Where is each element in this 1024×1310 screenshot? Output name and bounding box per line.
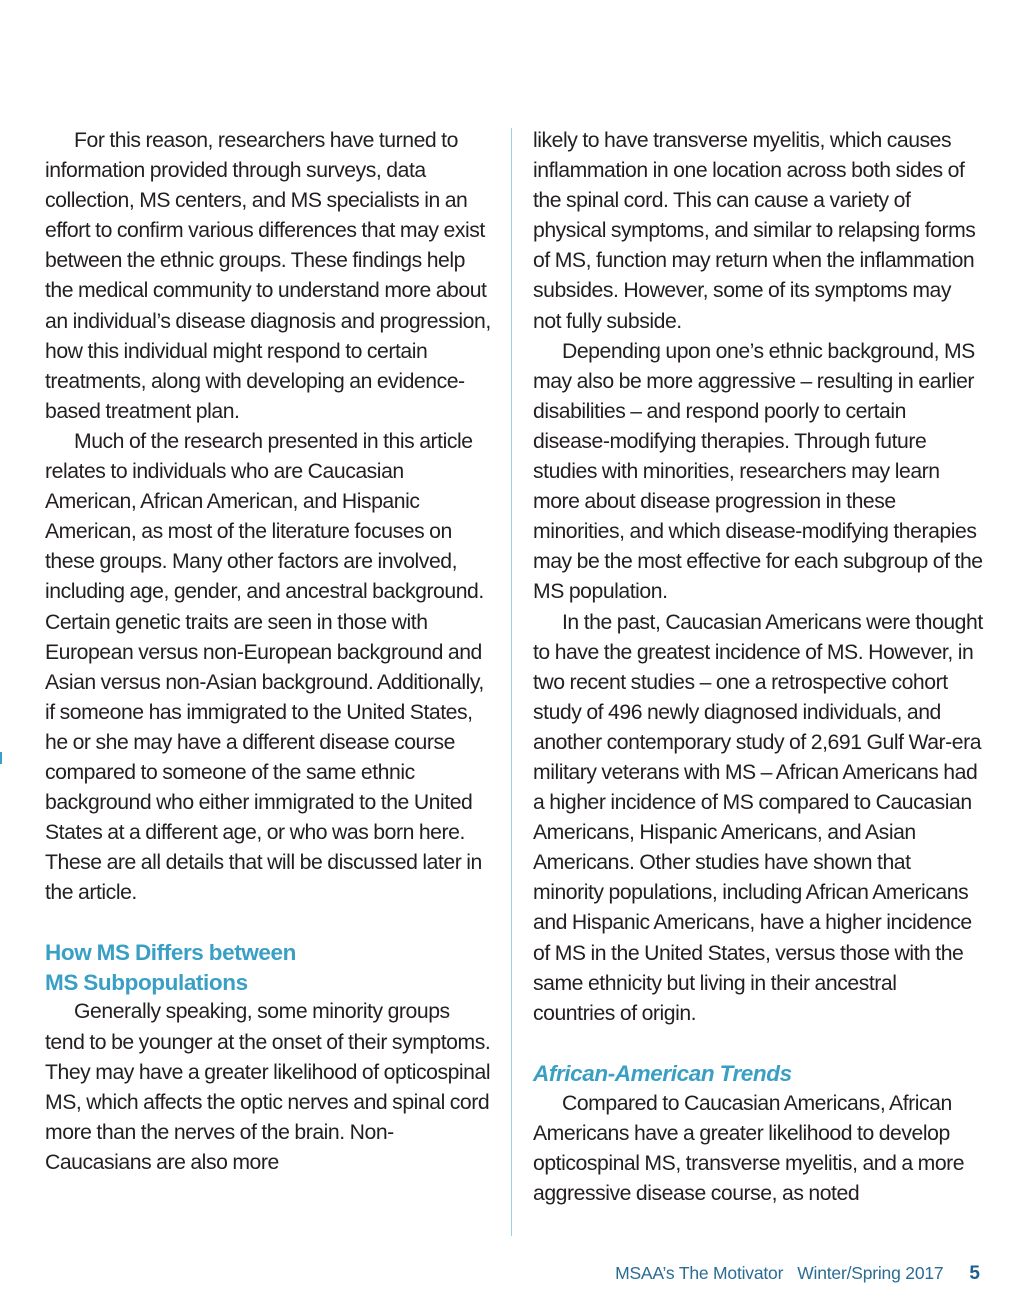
issue-date: Winter/Spring 2017 [797, 1263, 944, 1283]
right-paragraph-4: Compared to Caucasian Americans, African Americans have a greater likelihood to develop opticospinal MS, transverse myelitis, and a more aggressive disease course, as noted [533, 1091, 965, 1206]
publication-name: MSAA’s The Motivator [615, 1263, 784, 1283]
left-paragraph-2: Much of the research presented in this article relates to individuals who are Caucasian American, African American, and Hispanic American, as most of the literature focuses on these groups. Many other factors are involved, including age, gender, and ancestral background. Certain genetic traits are seen in those with European versus non-European background and Asian versus non-Asian background. Additionally, if someone has immigrated to the United States, he or she may have a different disease course compared to someone of the same ethnic background who either immigrated to the United States at a different age, or who was born here. These are all details that will be discussed later in the article. [45, 429, 484, 905]
subsection-heading: African-American Trends [533, 1060, 792, 1086]
right-paragraph-3: In the past, Caucasian Americans were thought to have the greatest incidence of MS. However, in two recent studies – one a retrospective cohort study of 496 newly diagnosed individuals, and another contemporary study of 2,691 Gulf War-era military veterans with MS – African Americans had a higher incidence of MS compared to Caucasian Americans, Hispanic Americans, and Asian Americans. Other studies have shown that minority populations, including African Americans and Hispanic Americans, have a higher incidence of MS in the United States, versus those with the same ethnicity but living in their ancestral countries of origin. [533, 610, 983, 1025]
left-paragraph-3: Generally speaking, some minority groups tend to be younger at the onset of their symptoms. They may have a greater likelihood of opticospinal MS, which affects the optic nerves and spinal cord more than the nerves of the brain. Non-Caucasians are also more [45, 1000, 491, 1174]
left-paragraph-1: For this reason, researchers have turned to information provided through surveys, data collection, MS centers, and MS specialists in an effort to confirm various differences that may exist between the ethnic groups. These findings help the medical community to understand more about an individual’s disease diagnosis and progression, how this individual might respond to certain treatments, along with developing an evidence-based treatment plan. [45, 129, 491, 423]
left-column [45, 126, 491, 1178]
section-heading [45, 938, 491, 997]
right-column [533, 126, 983, 1209]
right-paragraph-2: Depending upon one’s ethnic background, MS may also be more aggressive – resulting in earlier disabilities – and respond poorly to certain disease-modifying therapies. Through future studies with minorities, researchers may learn more about disease progression in these minorities, and which disease-modifying therapies may be the most effective for each subgroup of the MS population. [533, 339, 983, 604]
margin-marker [0, 752, 2, 764]
section-heading-line-1: How MS Differs between [45, 940, 296, 966]
column-divider [511, 128, 512, 1236]
section-heading-line-2: MS Subpopulations [45, 969, 248, 995]
page-number: 5 [969, 1263, 980, 1284]
right-paragraph-continued: likely to have transverse myelitis, which causes inflammation in one location across both sides of the spinal cord. This can cause a variety of physical symptoms, and similar to relapsing forms of MS, function may return when the inflammation subsides. However, some of its symptoms may not fully subside. [533, 129, 976, 333]
page-footer [615, 1263, 980, 1285]
